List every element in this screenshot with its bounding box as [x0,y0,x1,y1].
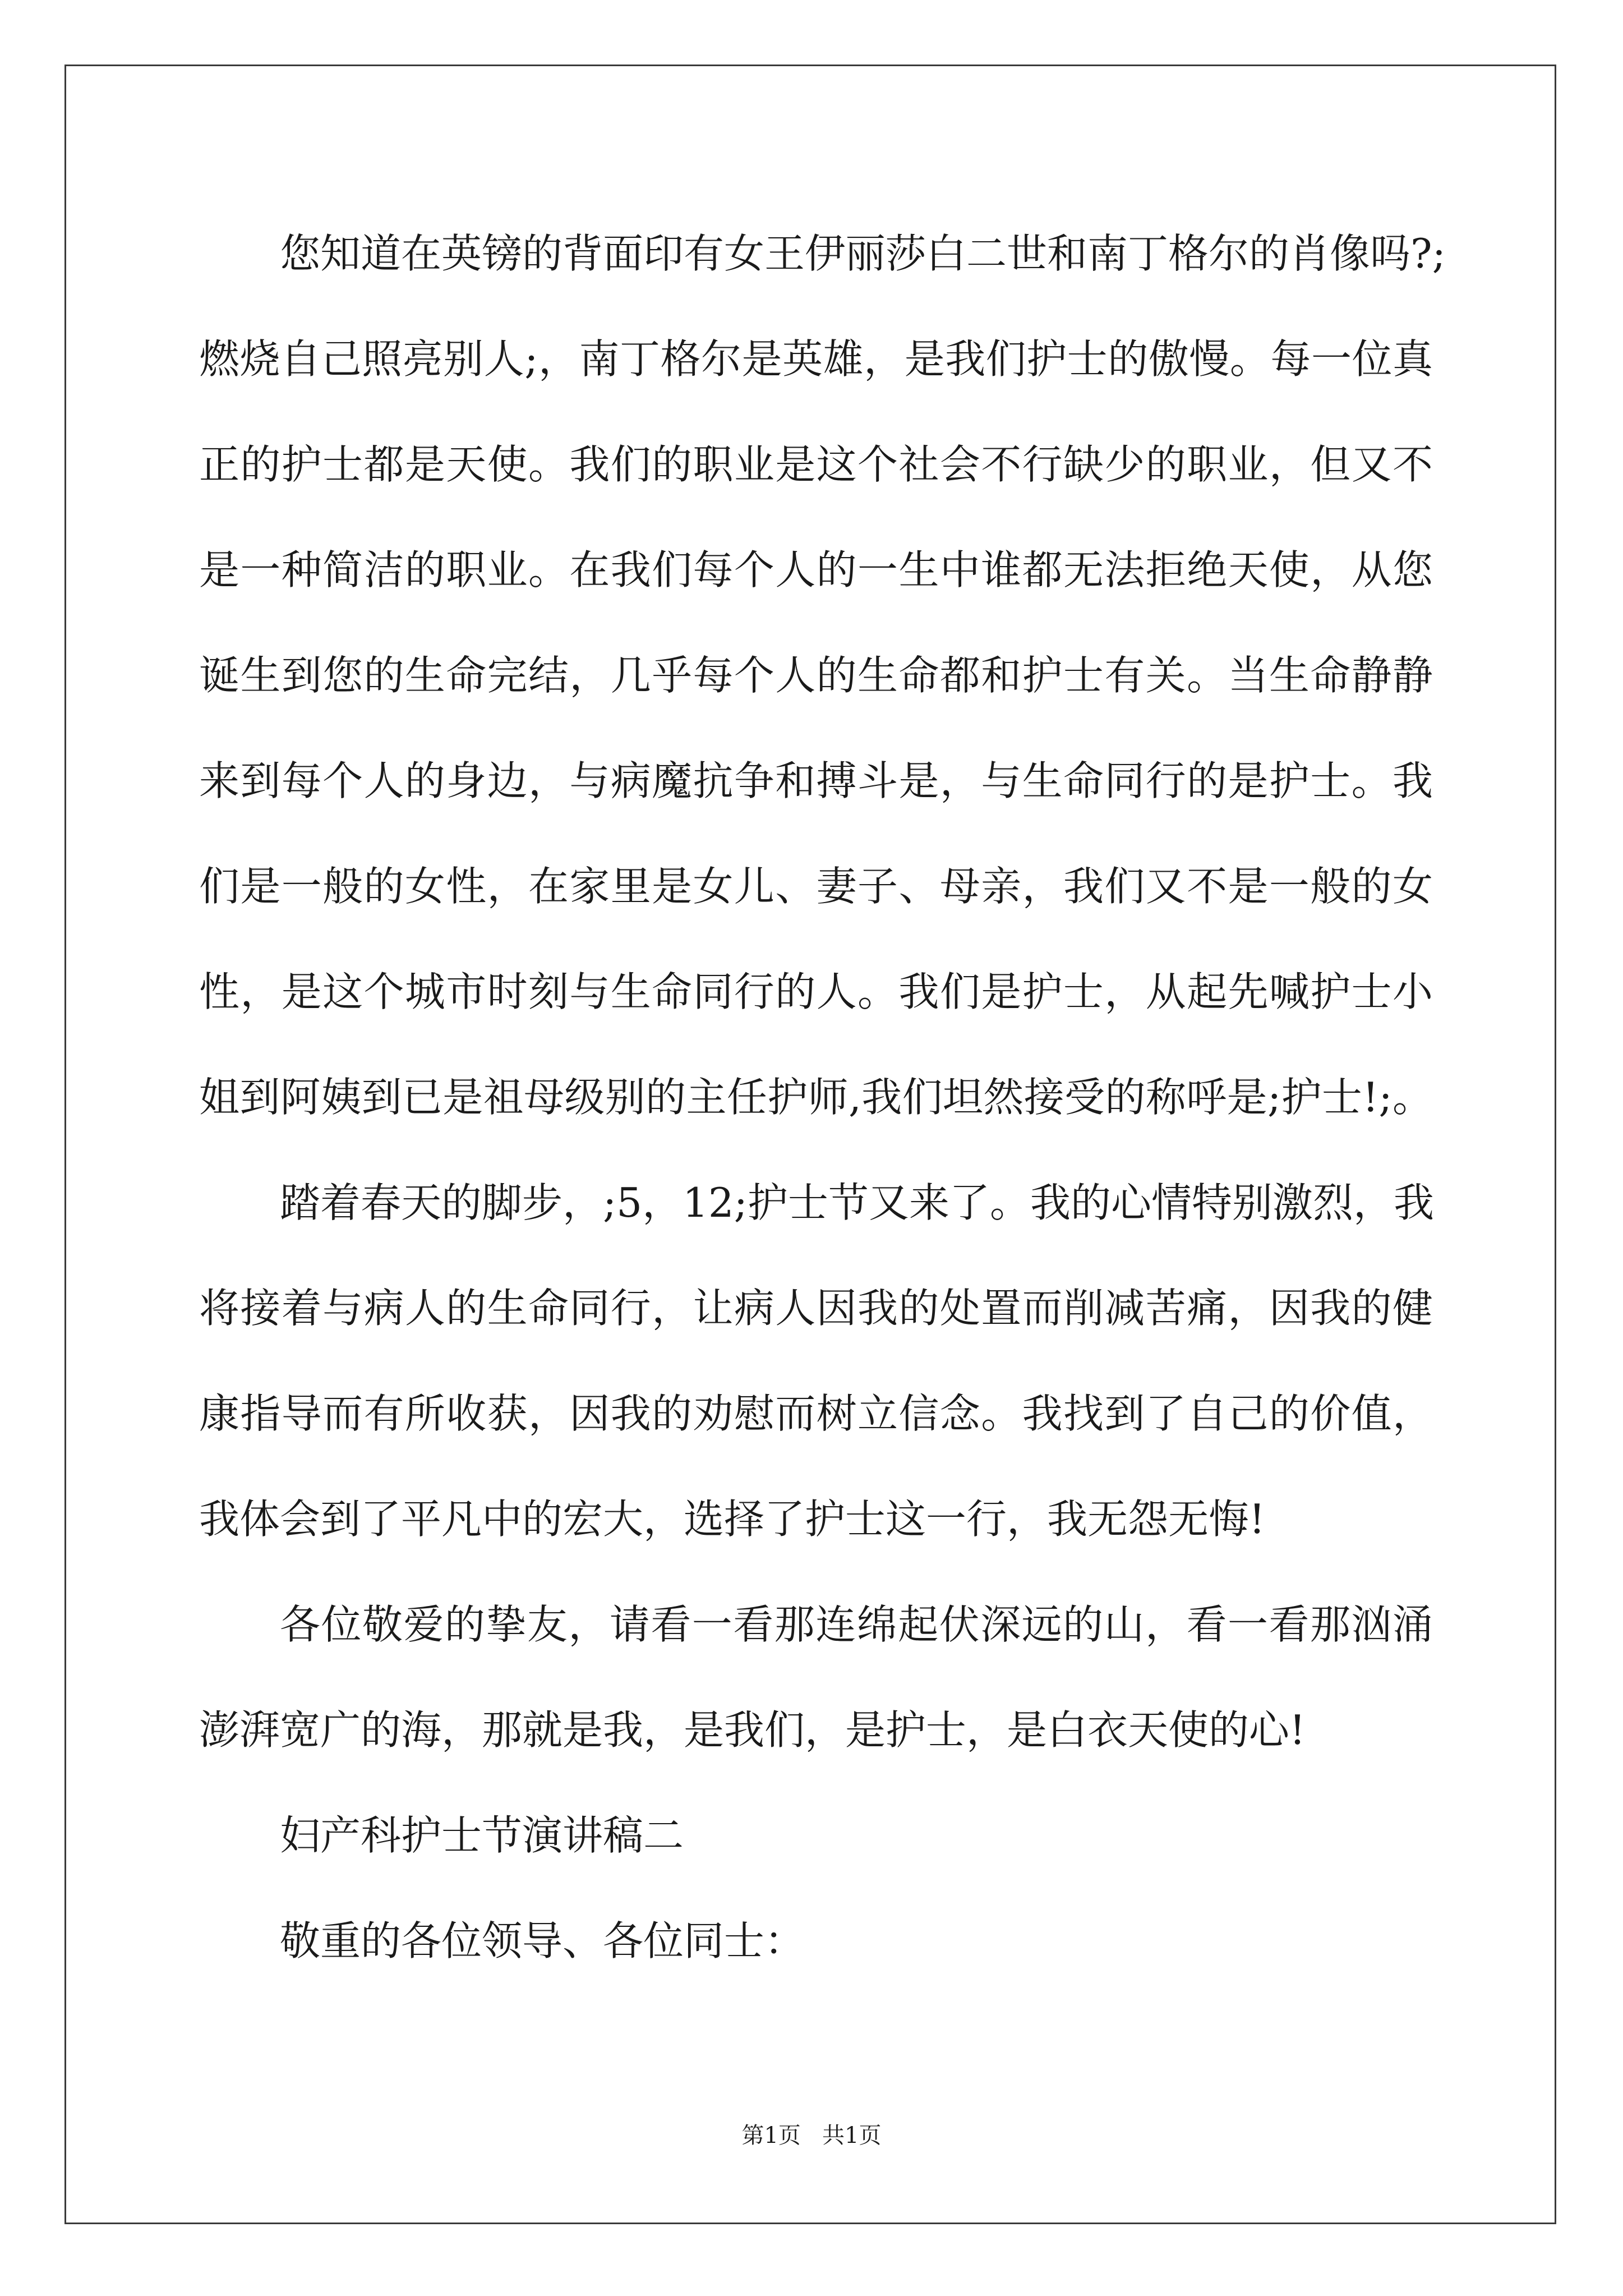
paragraph-line: 踏着春天的脚步，;5，12;护士节又来了。我的心情特别激烈，我 [280,1179,1434,1226]
paragraph-line: 您知道在英镑的背面印有女王伊丽莎白二世和南丁格尔的肖像吗?; [280,230,1446,277]
paragraph-line: 将接着与病人的生命同行，让病人因我的处置而削减苦痛，因我的健 [199,1285,1433,1332]
paragraph-line: 澎湃宽广的海，那就是我，是我们，是护士，是白衣天使的心! [199,1706,1306,1754]
paragraph-line: 燃烧自己照亮别人;，南丁格尔是英雄，是我们护士的傲慢。每一位真 [199,335,1433,383]
paragraph-line: 性，是这个城市时刻与生命同行的人。我们是护士，从起先喊护士小 [199,968,1433,1015]
paragraph-line: 来到每个人的身边，与病魔抗争和搏斗是，与生命同行的是护士。我 [199,757,1433,804]
paragraph-line: 我体会到了平凡中的宏大，选择了护士这一行，我无怨无悔! [199,1496,1265,1543]
salutation-line: 敬重的各位领导、各位同士： [280,1917,805,1964]
page-footer: 第1页 共1页 [741,2123,882,2148]
paragraph-line: 正的护士都是天使。我们的职业是这个社会不行缺少的职业，但又不 [199,441,1433,488]
paragraph-line: 们是一般的女性，在家里是女儿、妻子、母亲，我们又不是一般的女 [199,863,1433,910]
paragraph-line: 是一种简洁的职业。在我们每个人的一生中谁都无法拒绝天使，从您 [199,546,1433,593]
paragraph-line: 康指导而有所收获，因我的劝慰而树立信念。我找到了自己的价值， [199,1390,1433,1437]
paragraph-line: 各位敬爱的挚友，请看一看那连绵起伏深远的山，看一看那汹涌 [280,1601,1433,1648]
section-heading: 妇产科护士节演讲稿二 [280,1812,684,1859]
page-border [64,65,1556,2224]
paragraph-line: 诞生到您的生命完结，几乎每个人的生命都和护士有关。当生命静静 [199,652,1433,699]
paragraph-line: 姐到阿姨到已是祖母级别的主任护师,我们坦然接受的称呼是;护士!;。 [199,1074,1433,1121]
